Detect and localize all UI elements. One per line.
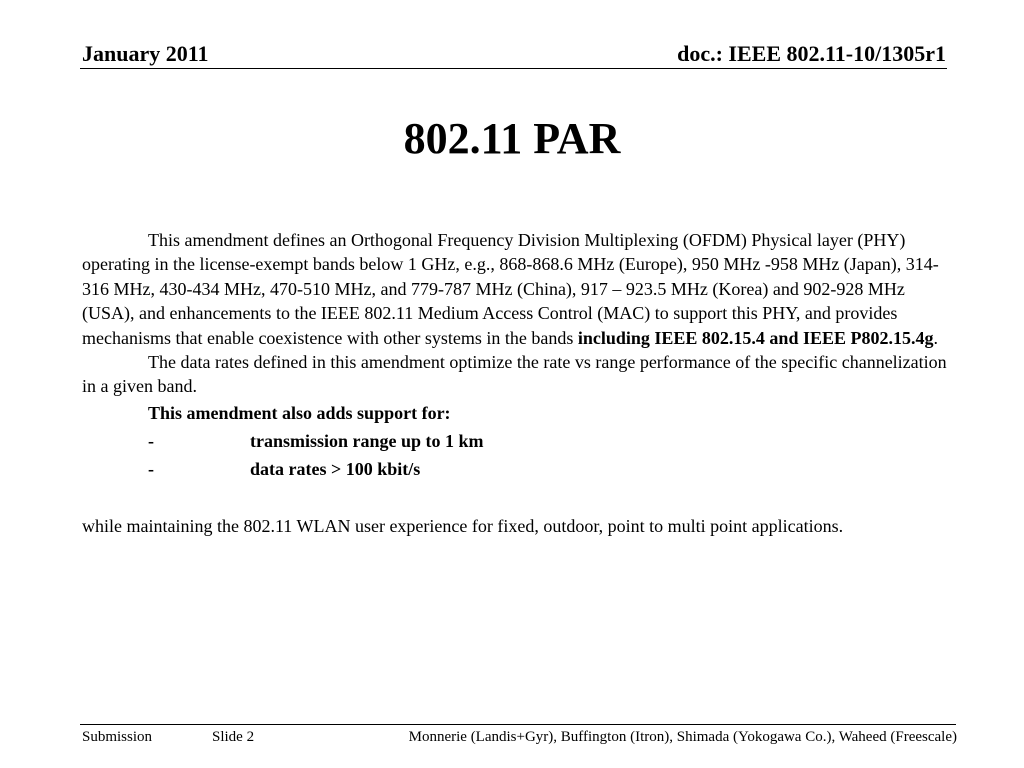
- support-heading: This amendment also adds support for:: [148, 402, 451, 423]
- footer-divider: [80, 724, 956, 725]
- footer-submission: Submission: [82, 729, 153, 745]
- list-item: [82, 427, 952, 455]
- paragraph-scope: [82, 228, 952, 350]
- header-divider: [80, 68, 947, 69]
- paragraph-closing: while maintaining the 802.11 WLAN user experience for fixed, outdoor, point to multi point applications.: [82, 515, 844, 536]
- bullet-marker: -: [148, 430, 154, 451]
- paragraph-scope-end: .: [933, 327, 938, 348]
- slide-title: 802.11 PAR: [403, 114, 621, 163]
- paragraph-scope-bold: including IEEE 802.15.4 and IEEE P802.15.4g: [577, 327, 934, 348]
- footer-slide-number: Slide 2: [212, 729, 255, 745]
- header-date: January 2011: [82, 41, 209, 66]
- bullet-text: data rates > 100 kbit/s: [250, 458, 421, 479]
- footer-authors: Monnerie (Landis+Gyr), Buffington (Itron), Shimada (Yokogawa Co.), Waheed (Freescale): [408, 729, 957, 745]
- header-document-id: doc.: IEEE 802.11-10/1305r1: [677, 41, 946, 66]
- bullet-marker: -: [148, 458, 154, 479]
- bullet-text: transmission range up to 1 km: [250, 430, 484, 451]
- list-item: [82, 455, 952, 483]
- slide-body: [82, 228, 952, 538]
- paragraph-data-rates: The data rates defined in this amendment optimize the rate vs range performance of the specific channelization in a given band.: [82, 352, 947, 397]
- paragraph-scope-text: This amendment defines an Orthogonal Frequency Division Multiplexing (OFDM) Physical layer (PHY) operating in the license-exempt bands below 1 GHz, e.g., 868-868.6 MHz (Europe), 950 MHz -958 MHz (Japan), 314-316 MHz, 430-434 MHz, 470-510 MHz, and 779-787 MHz (China), 917 – 923.5 MHz (Korea) and 902-928 MHz (USA), and enhancements to the IEEE 802.11 Medium Access Control (MAC) to support this PHY, and provides mechanisms that enable coexistence with other systems in the bands: [82, 230, 939, 348]
